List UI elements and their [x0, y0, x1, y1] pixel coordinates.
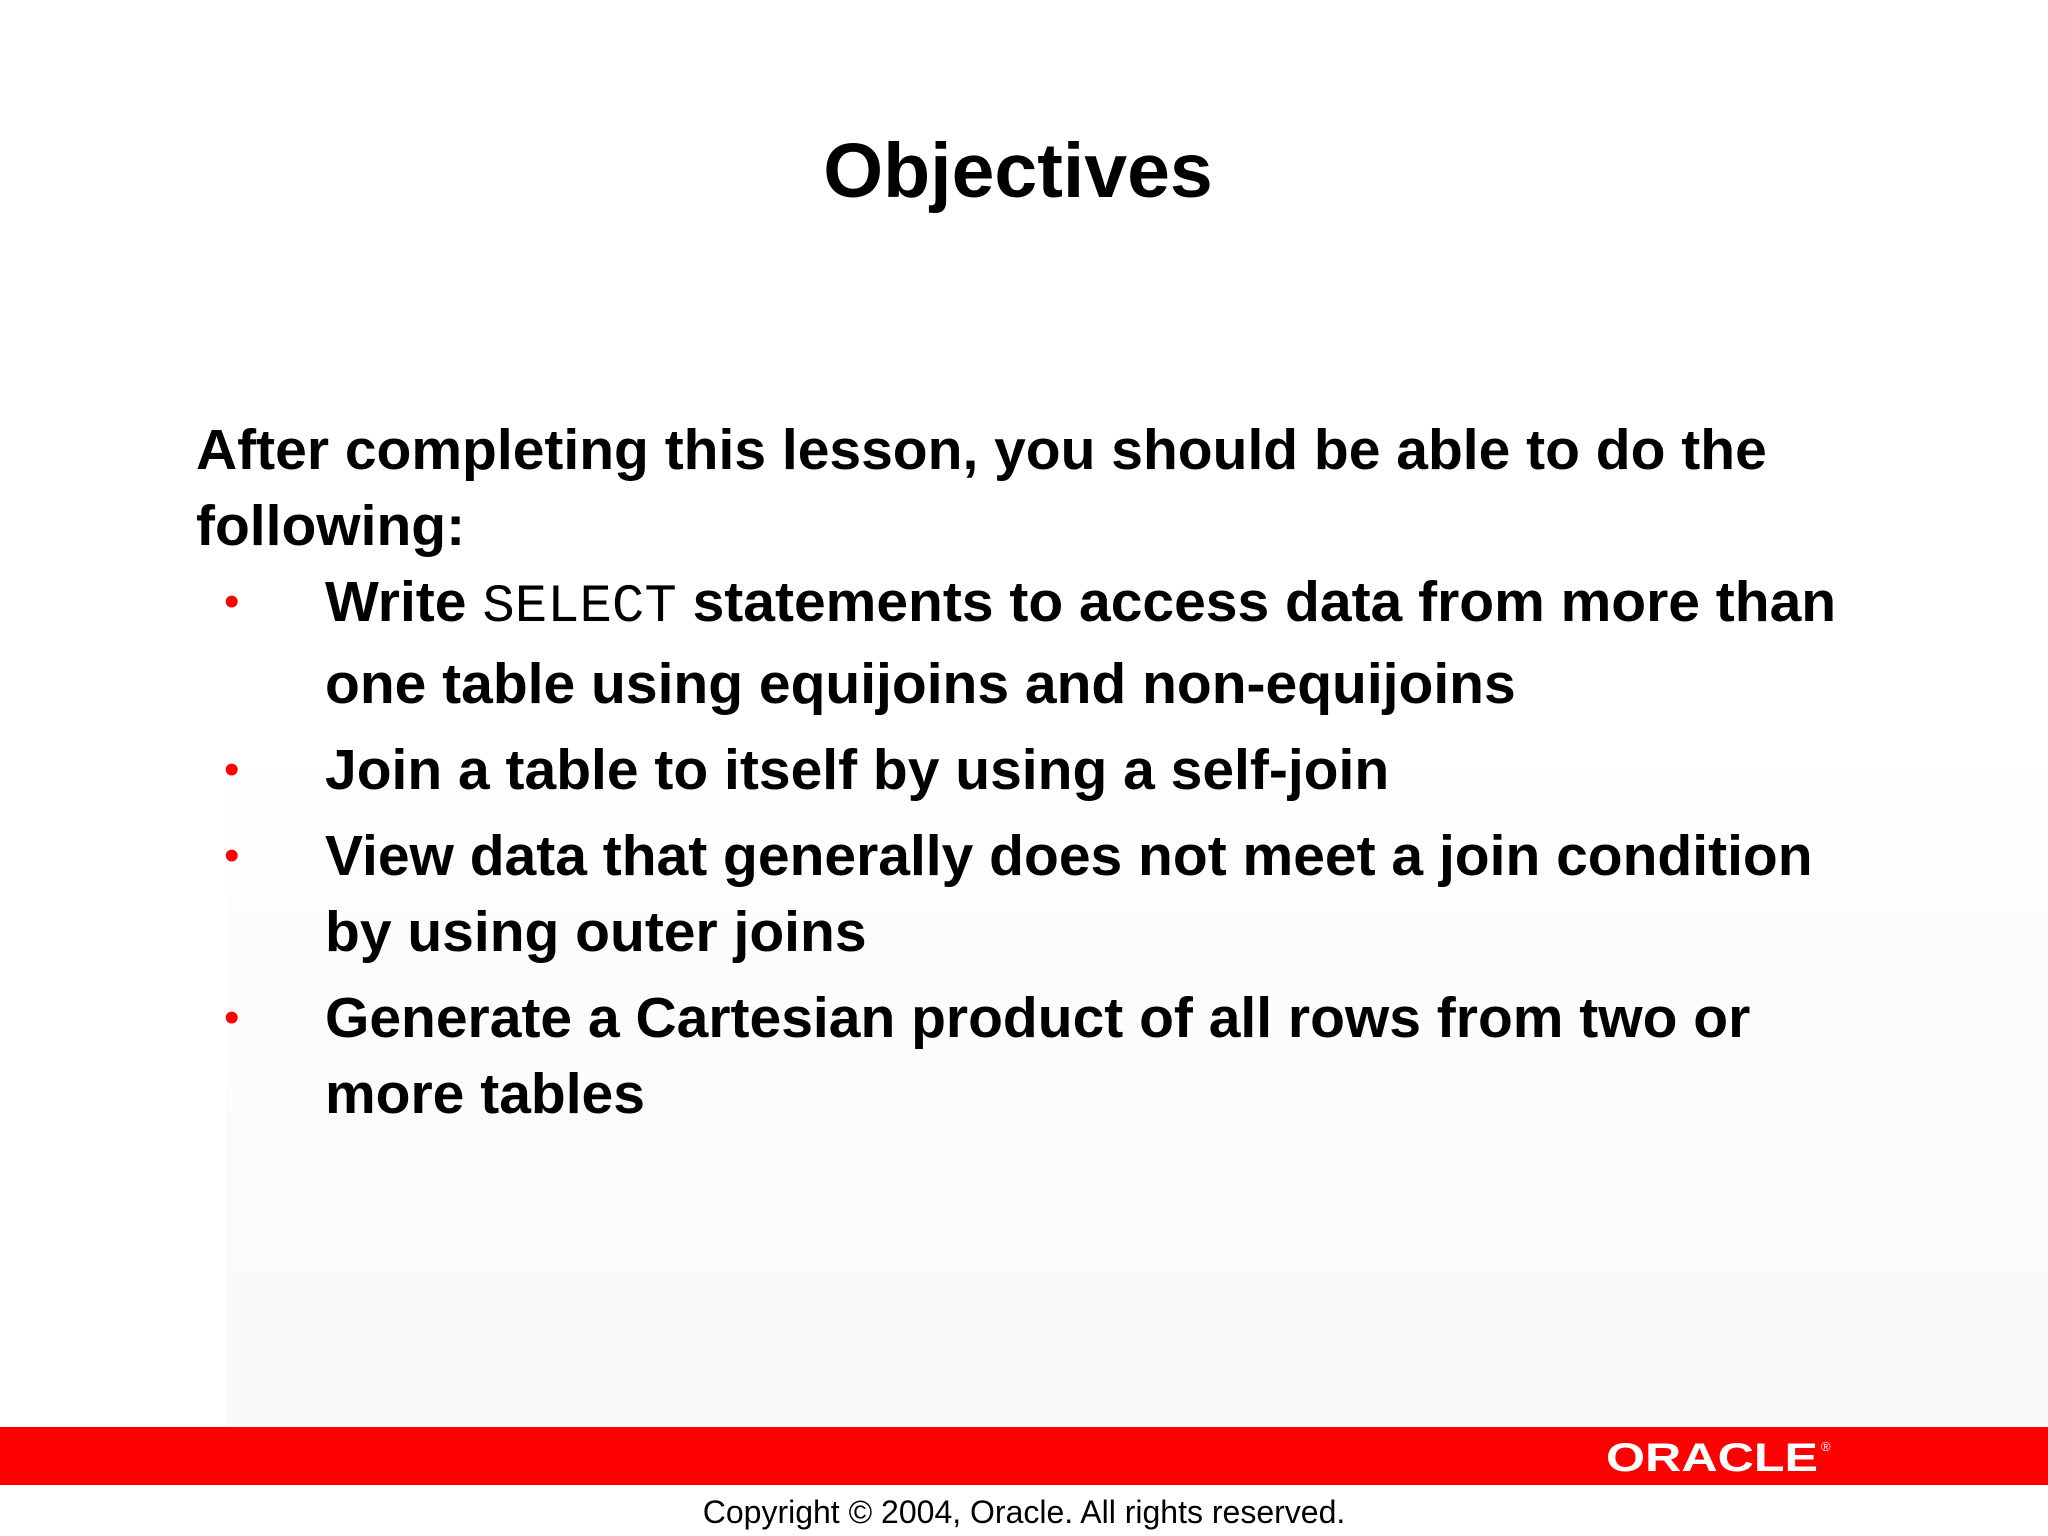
intro-text: After completing this lesson, you should be able to do the following:	[196, 418, 1767, 558]
slide-title: Objectives	[823, 128, 1213, 214]
objective-item	[196, 732, 1856, 808]
objective-item	[196, 564, 1856, 722]
objective-text: Join a table to itself by using a self-join	[325, 738, 1390, 802]
objectives-list	[196, 564, 1856, 1132]
slide-body	[196, 412, 1856, 1132]
bullet-icon: •	[224, 831, 240, 880]
objective-item	[196, 980, 1856, 1132]
bullet-icon: •	[224, 745, 240, 794]
select-keyword: SELECT	[482, 577, 677, 638]
objective-text-suffix: statements to access data from more than one table using equijoins and non-equijoins	[325, 570, 1837, 716]
objective-text: View data that generally does not meet a join condition by using outer joins	[325, 824, 1813, 964]
bullet-icon: •	[224, 577, 240, 626]
registered-mark: ®	[1821, 1439, 1831, 1454]
objective-text-prefix: Write	[325, 570, 483, 634]
objective-item	[196, 818, 1856, 970]
objective-text: Generate a Cartesian product of all rows from two or more tables	[325, 986, 1751, 1126]
copyright-text: Copyright © 2004, Oracle. All rights reserved.	[702, 1494, 1346, 1530]
bullet-icon: •	[224, 993, 240, 1042]
logo-wordmark: ORACLE	[1606, 1436, 1818, 1479]
oracle-logo	[1606, 1435, 1836, 1479]
